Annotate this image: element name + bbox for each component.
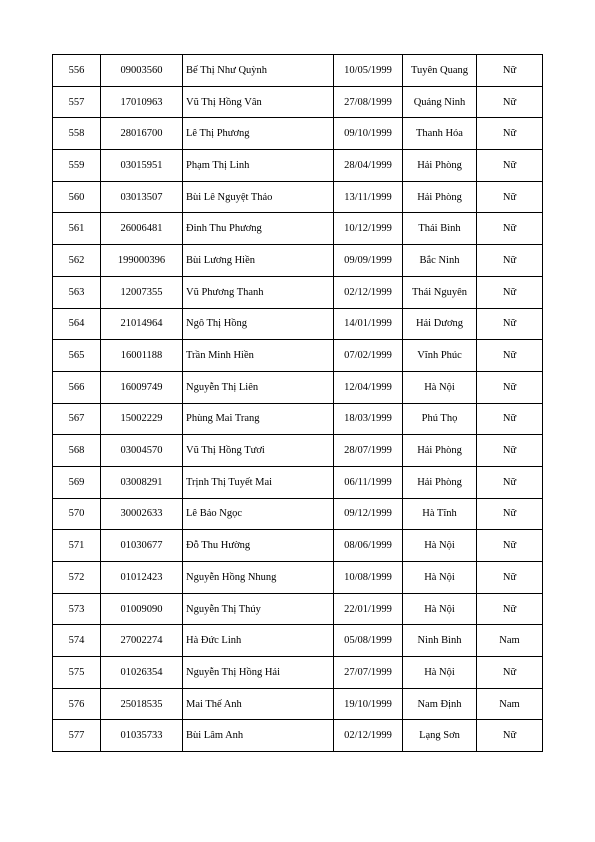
table-row — [53, 466, 543, 498]
gender-cell: Nữ — [477, 340, 543, 372]
candidate-id-cell: 16001188 — [101, 340, 183, 372]
table-row — [53, 625, 543, 657]
row-number-cell: 570 — [53, 498, 101, 530]
birth-date-cell: 09/12/1999 — [334, 498, 403, 530]
gender-cell: Nữ — [477, 276, 543, 308]
birth-date-cell: 22/01/1999 — [334, 593, 403, 625]
candidate-id-cell: 16009749 — [101, 371, 183, 403]
row-number-cell: 559 — [53, 150, 101, 182]
table-row — [53, 562, 543, 594]
full-name-cell: Bùi Lương Hiền — [183, 245, 334, 277]
table-row — [53, 498, 543, 530]
row-number-cell: 571 — [53, 530, 101, 562]
candidate-id-cell: 03008291 — [101, 466, 183, 498]
table-row — [53, 720, 543, 752]
birth-date-cell: 09/10/1999 — [334, 118, 403, 150]
full-name-cell: Trịnh Thị Tuyết Mai — [183, 466, 334, 498]
gender-cell: Nữ — [477, 530, 543, 562]
birth-date-cell: 02/12/1999 — [334, 276, 403, 308]
gender-cell: Nữ — [477, 245, 543, 277]
province-cell: Lạng Sơn — [403, 720, 477, 752]
table-row — [53, 435, 543, 467]
gender-cell: Nữ — [477, 562, 543, 594]
row-number-cell: 566 — [53, 371, 101, 403]
gender-cell: Nữ — [477, 466, 543, 498]
table-row — [53, 55, 543, 87]
full-name-cell: Đinh Thu Phương — [183, 213, 334, 245]
full-name-cell: Lê Bảo Ngọc — [183, 498, 334, 530]
candidate-id-cell: 01035733 — [101, 720, 183, 752]
full-name-cell: Bùi Lâm Anh — [183, 720, 334, 752]
table-row — [53, 118, 543, 150]
gender-cell: Nữ — [477, 371, 543, 403]
birth-date-cell: 28/07/1999 — [334, 435, 403, 467]
full-name-cell: Vũ Thị Hồng Tươi — [183, 435, 334, 467]
gender-cell: Nữ — [477, 593, 543, 625]
birth-date-cell: 13/11/1999 — [334, 181, 403, 213]
province-cell: Thái Nguyên — [403, 276, 477, 308]
birth-date-cell: 02/12/1999 — [334, 720, 403, 752]
gender-cell: Nữ — [477, 118, 543, 150]
province-cell: Hà Nội — [403, 371, 477, 403]
full-name-cell: Nguyễn Hồng Nhung — [183, 562, 334, 594]
birth-date-cell: 10/05/1999 — [334, 55, 403, 87]
full-name-cell: Vũ Thị Hồng Vân — [183, 86, 334, 118]
row-number-cell: 577 — [53, 720, 101, 752]
province-cell: Hải Phòng — [403, 435, 477, 467]
birth-date-cell: 09/09/1999 — [334, 245, 403, 277]
student-table — [52, 54, 543, 752]
birth-date-cell: 06/11/1999 — [334, 466, 403, 498]
birth-date-cell: 27/08/1999 — [334, 86, 403, 118]
table-row — [53, 86, 543, 118]
province-cell: Ninh Bình — [403, 625, 477, 657]
full-name-cell: Mai Thế Anh — [183, 688, 334, 720]
full-name-cell: Hà Đức Linh — [183, 625, 334, 657]
row-number-cell: 572 — [53, 562, 101, 594]
row-number-cell: 563 — [53, 276, 101, 308]
birth-date-cell: 10/12/1999 — [334, 213, 403, 245]
gender-cell: Nữ — [477, 308, 543, 340]
birth-date-cell: 05/08/1999 — [334, 625, 403, 657]
candidate-id-cell: 01012423 — [101, 562, 183, 594]
table-row — [53, 213, 543, 245]
candidate-id-cell: 01026354 — [101, 657, 183, 689]
candidate-id-cell: 26006481 — [101, 213, 183, 245]
gender-cell: Nữ — [477, 720, 543, 752]
gender-cell: Nữ — [477, 403, 543, 435]
row-number-cell: 573 — [53, 593, 101, 625]
table-row — [53, 657, 543, 689]
province-cell: Hà Nội — [403, 593, 477, 625]
gender-cell: Nữ — [477, 55, 543, 87]
birth-date-cell: 08/06/1999 — [334, 530, 403, 562]
province-cell: Hải Phòng — [403, 466, 477, 498]
birth-date-cell: 14/01/1999 — [334, 308, 403, 340]
gender-cell: Nam — [477, 625, 543, 657]
province-cell: Thanh Hóa — [403, 118, 477, 150]
province-cell: Phú Thọ — [403, 403, 477, 435]
table-row — [53, 593, 543, 625]
gender-cell: Nam — [477, 688, 543, 720]
row-number-cell: 565 — [53, 340, 101, 372]
table-body — [53, 55, 543, 752]
table-row — [53, 308, 543, 340]
table-row — [53, 530, 543, 562]
province-cell: Nam Định — [403, 688, 477, 720]
row-number-cell: 575 — [53, 657, 101, 689]
province-cell: Quảng Ninh — [403, 86, 477, 118]
full-name-cell: Vũ Phương Thanh — [183, 276, 334, 308]
row-number-cell: 558 — [53, 118, 101, 150]
candidate-id-cell: 12007355 — [101, 276, 183, 308]
province-cell: Bắc Ninh — [403, 245, 477, 277]
candidate-id-cell: 01030677 — [101, 530, 183, 562]
gender-cell: Nữ — [477, 181, 543, 213]
province-cell: Hà Nội — [403, 562, 477, 594]
row-number-cell: 556 — [53, 55, 101, 87]
province-cell: Hà Tĩnh — [403, 498, 477, 530]
full-name-cell: Ngô Thị Hồng — [183, 308, 334, 340]
full-name-cell: Trần Minh Hiền — [183, 340, 334, 372]
candidate-id-cell: 01009090 — [101, 593, 183, 625]
candidate-id-cell: 21014964 — [101, 308, 183, 340]
gender-cell: Nữ — [477, 435, 543, 467]
province-cell: Tuyên Quang — [403, 55, 477, 87]
gender-cell: Nữ — [477, 150, 543, 182]
candidate-id-cell: 30002633 — [101, 498, 183, 530]
full-name-cell: Lê Thị Phương — [183, 118, 334, 150]
province-cell: Hải Dương — [403, 308, 477, 340]
birth-date-cell: 27/07/1999 — [334, 657, 403, 689]
birth-date-cell: 28/04/1999 — [334, 150, 403, 182]
table-row — [53, 403, 543, 435]
full-name-cell: Phùng Mai Trang — [183, 403, 334, 435]
birth-date-cell: 12/04/1999 — [334, 371, 403, 403]
row-number-cell: 564 — [53, 308, 101, 340]
row-number-cell: 557 — [53, 86, 101, 118]
full-name-cell: Bế Thị Như Quỳnh — [183, 55, 334, 87]
gender-cell: Nữ — [477, 213, 543, 245]
row-number-cell: 574 — [53, 625, 101, 657]
row-number-cell: 560 — [53, 181, 101, 213]
gender-cell: Nữ — [477, 86, 543, 118]
birth-date-cell: 18/03/1999 — [334, 403, 403, 435]
candidate-id-cell: 17010963 — [101, 86, 183, 118]
row-number-cell: 562 — [53, 245, 101, 277]
province-cell: Hải Phòng — [403, 150, 477, 182]
full-name-cell: Nguyễn Thị Hồng Hải — [183, 657, 334, 689]
row-number-cell: 576 — [53, 688, 101, 720]
candidate-id-cell: 03013507 — [101, 181, 183, 213]
gender-cell: Nữ — [477, 657, 543, 689]
table-row — [53, 276, 543, 308]
row-number-cell: 569 — [53, 466, 101, 498]
row-number-cell: 561 — [53, 213, 101, 245]
candidate-id-cell: 25018535 — [101, 688, 183, 720]
candidate-id-cell: 03004570 — [101, 435, 183, 467]
table-row — [53, 181, 543, 213]
full-name-cell: Bùi Lê Nguyệt Thảo — [183, 181, 334, 213]
candidate-id-cell: 03015951 — [101, 150, 183, 182]
full-name-cell: Đỗ Thu Hường — [183, 530, 334, 562]
candidate-id-cell: 09003560 — [101, 55, 183, 87]
province-cell: Hải Phòng — [403, 181, 477, 213]
candidate-id-cell: 15002229 — [101, 403, 183, 435]
full-name-cell: Nguyễn Thị Liên — [183, 371, 334, 403]
table-row — [53, 371, 543, 403]
table-row — [53, 245, 543, 277]
birth-date-cell: 07/02/1999 — [334, 340, 403, 372]
full-name-cell: Phạm Thị Linh — [183, 150, 334, 182]
gender-cell: Nữ — [477, 498, 543, 530]
candidate-id-cell: 27002274 — [101, 625, 183, 657]
province-cell: Hà Nội — [403, 657, 477, 689]
province-cell: Hà Nội — [403, 530, 477, 562]
province-cell: Thái Bình — [403, 213, 477, 245]
table-row — [53, 688, 543, 720]
candidate-id-cell: 28016700 — [101, 118, 183, 150]
province-cell: Vĩnh Phúc — [403, 340, 477, 372]
row-number-cell: 568 — [53, 435, 101, 467]
full-name-cell: Nguyễn Thị Thúy — [183, 593, 334, 625]
table-row — [53, 150, 543, 182]
table-row — [53, 340, 543, 372]
candidate-id-cell: 199000396 — [101, 245, 183, 277]
birth-date-cell: 10/08/1999 — [334, 562, 403, 594]
birth-date-cell: 19/10/1999 — [334, 688, 403, 720]
row-number-cell: 567 — [53, 403, 101, 435]
